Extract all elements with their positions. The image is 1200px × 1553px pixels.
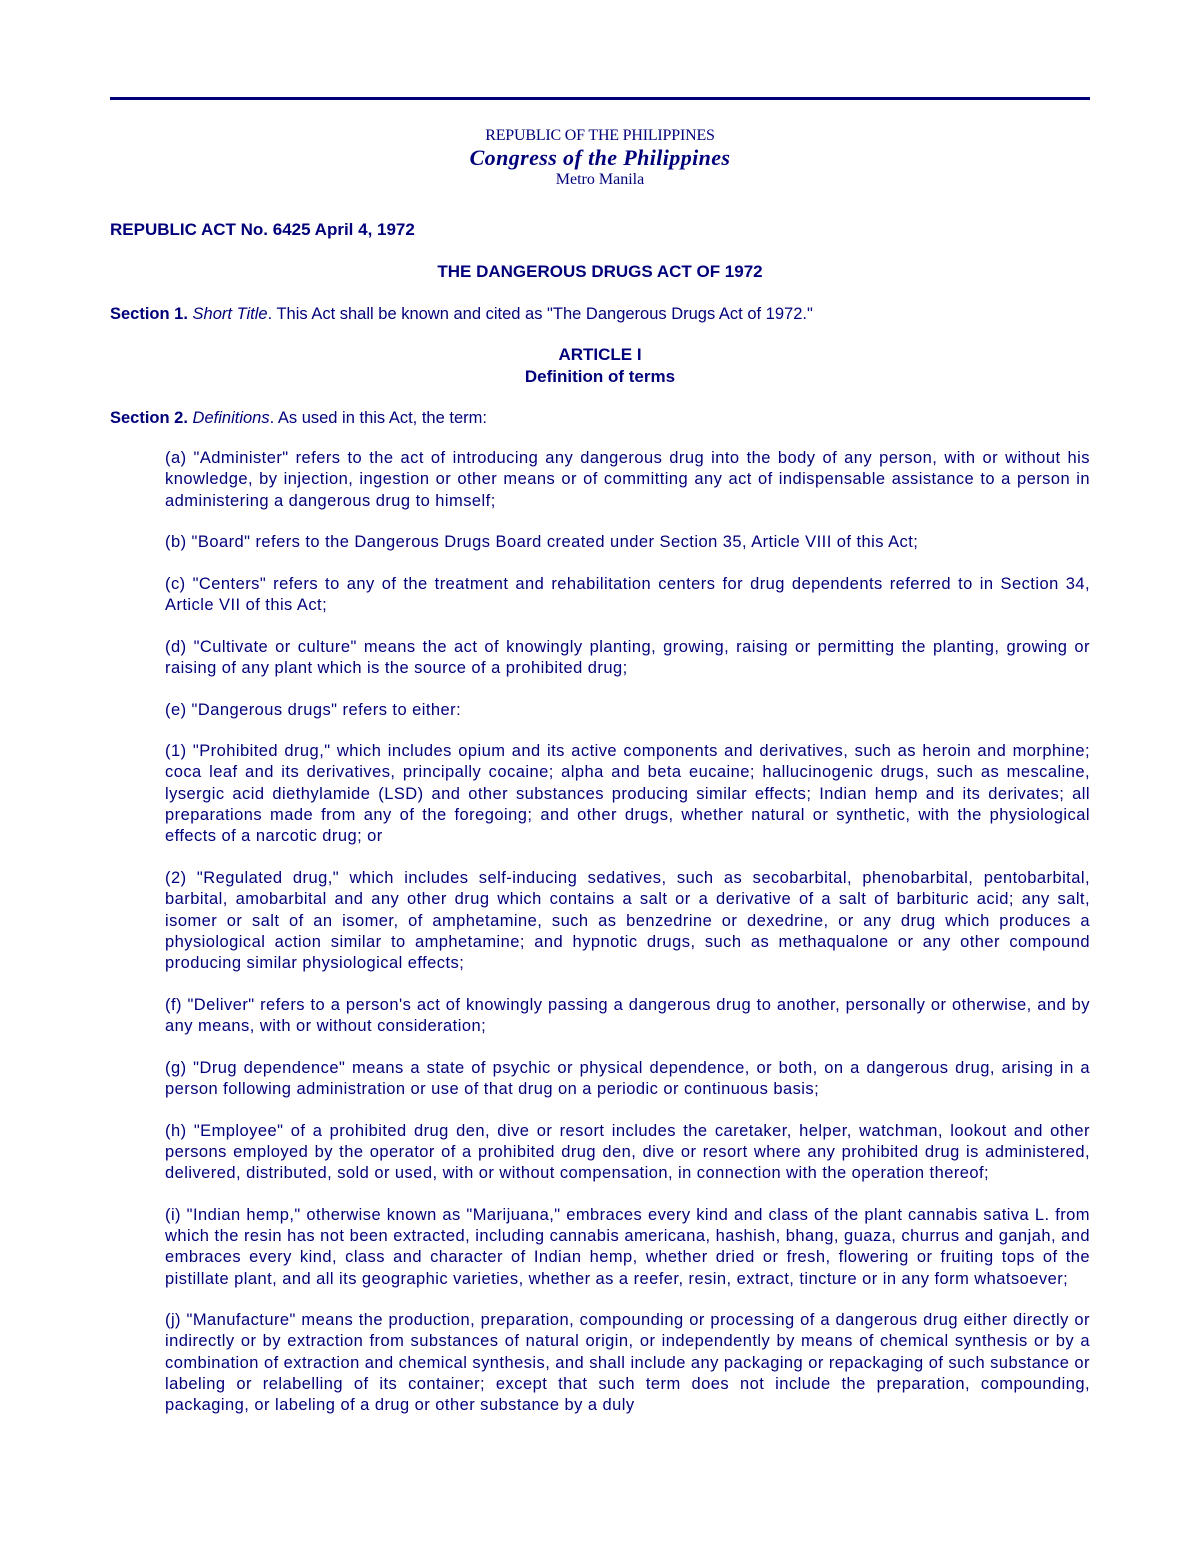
article-1-heading — [110, 344, 1090, 388]
definitions-list — [110, 448, 1090, 1417]
masthead-city: Metro Manila — [555, 171, 645, 188]
act-number: REPUBLIC ACT No. 6425 April 4, 1972 — [110, 220, 415, 239]
section-1 — [110, 303, 1090, 325]
definition-e-2: (2) "Regulated drug," which includes self-inducing sedatives, such as secobarbital, phenobarbital, pentobarbital, barbital, amobarbital and any other drug which contains a salt or a derivative of a salt of barbituric acid; any salt, isomer or salt of an isomer, of amphetamine, such as benzedrine or dexedrine, or any drug which produces a physiological action similar to amphetamine; and hypnotic drugs, such as methaqualone or any other compound producing similar physiological effects; — [165, 868, 1090, 973]
section-2 — [110, 407, 1090, 429]
section-2-heading: Definitions — [192, 409, 270, 427]
definition-i: (i) "Indian hemp," otherwise known as "Marijuana," embraces every kind and class of the plant cannabis sativa L. from which the resin has not been extracted, including cannabis americana, hashish, bhang, guaza, churrus and ganjah, and embraces every kind, class and character of Indian hemp, whether dried or fresh, flowering or fruiting tops of the pistillate plant, and all its geographic varieties, whether as a reefer, resin, extract, tincture or in any form whatsoever; — [165, 1205, 1090, 1288]
section-1-heading: Short Title — [192, 305, 268, 323]
article-1-number: ARTICLE I — [558, 345, 642, 364]
definition-h: (h) "Employee" of a prohibited drug den, dive or resort includes the caretaker, helper, watchman, lookout and other persons employed by the operator of a prohibited drug den, dive or resort where any prohibited drug is administered, delivered, distributed, sold or used, with or without compensation, in connection with the operation thereof; — [165, 1121, 1090, 1183]
definition-e-1: (1) "Prohibited drug," which includes opium and its active components and derivatives, such as heroin and morphine; coca leaf and its derivatives, principally cocaine; alpha and beta eucaine; hallucinogenic drugs, such as mescaline, lysergic acid diethylamide (LSD) and other substances producing similar effects; Indian hemp and its derivates; all preparations made from any of the foregoing; and other drugs, whether natural or synthetic, with the physiological effects of a narcotic drug; or — [165, 742, 1090, 846]
definition-d: (d) "Cultivate or culture" means the act of knowingly planting, growing, raising or permitting the planting, growing or raising of any plant which is the source of a prohibited drug; — [165, 637, 1090, 677]
masthead-republic: REPUBLIC OF THE PHILIPPINES — [485, 127, 715, 144]
masthead — [110, 126, 1090, 190]
definition-f: (f) "Deliver" refers to a person's act of knowingly passing a dangerous drug to another, personally or otherwise, and by any means, with or without consideration; — [165, 995, 1090, 1036]
header-rule — [110, 97, 1090, 100]
definition-b: (b) "Board" refers to the Dangerous Drugs Board created under Section 35, Article VIII of this Act; — [165, 533, 919, 552]
definition-a: (a) "Administer" refers to the act of introducing any dangerous drug into the body of any person, with or without his knowledge, by injection, ingestion or other means or of committing any act of indispensable assistance to a person in administering a dangerous drug to himself; — [165, 449, 1090, 510]
definition-g: (g) "Drug dependence" means a state of psychic or physical dependence, or both, on a dangerous drug, arising in a person following administration or use of that drug on a periodic or continuous basis; — [165, 1058, 1090, 1098]
section-1-text: . This Act shall be known and cited as "The Dangerous Drugs Act of 1972." — [267, 305, 813, 323]
section-1-label: Section 1. — [110, 305, 188, 323]
section-2-text: . As used in this Act, the term: — [269, 409, 487, 427]
act-title: THE DANGEROUS DRUGS ACT OF 1972 — [437, 262, 763, 281]
section-2-label: Section 2. — [110, 409, 188, 427]
document-body — [110, 219, 1090, 1417]
definition-e: (e) "Dangerous drugs" refers to either: — [165, 700, 462, 719]
article-1-title: Definition of terms — [524, 367, 676, 386]
definition-j: (j) "Manufacture" means the production, preparation, compounding or processing of a dangerous drug either directly or indirectly or by extraction from substances of natural origin, or independently by means of chemical synthesis or by a combination of extraction and chemical synthesis, and shall include any packaging or repackaging of such substance or labeling or relabelling of its container; except that such term does not include the preparation, compounding, packaging, or labeling of a drug or other substance by a duly — [165, 1311, 1090, 1415]
definition-c: (c) "Centers" refers to any of the treatment and rehabilitation centers for drug dependents referred to in Section 34, Article VII of this Act; — [165, 574, 1090, 615]
masthead-congress: Congress of the Philippines — [469, 145, 731, 170]
